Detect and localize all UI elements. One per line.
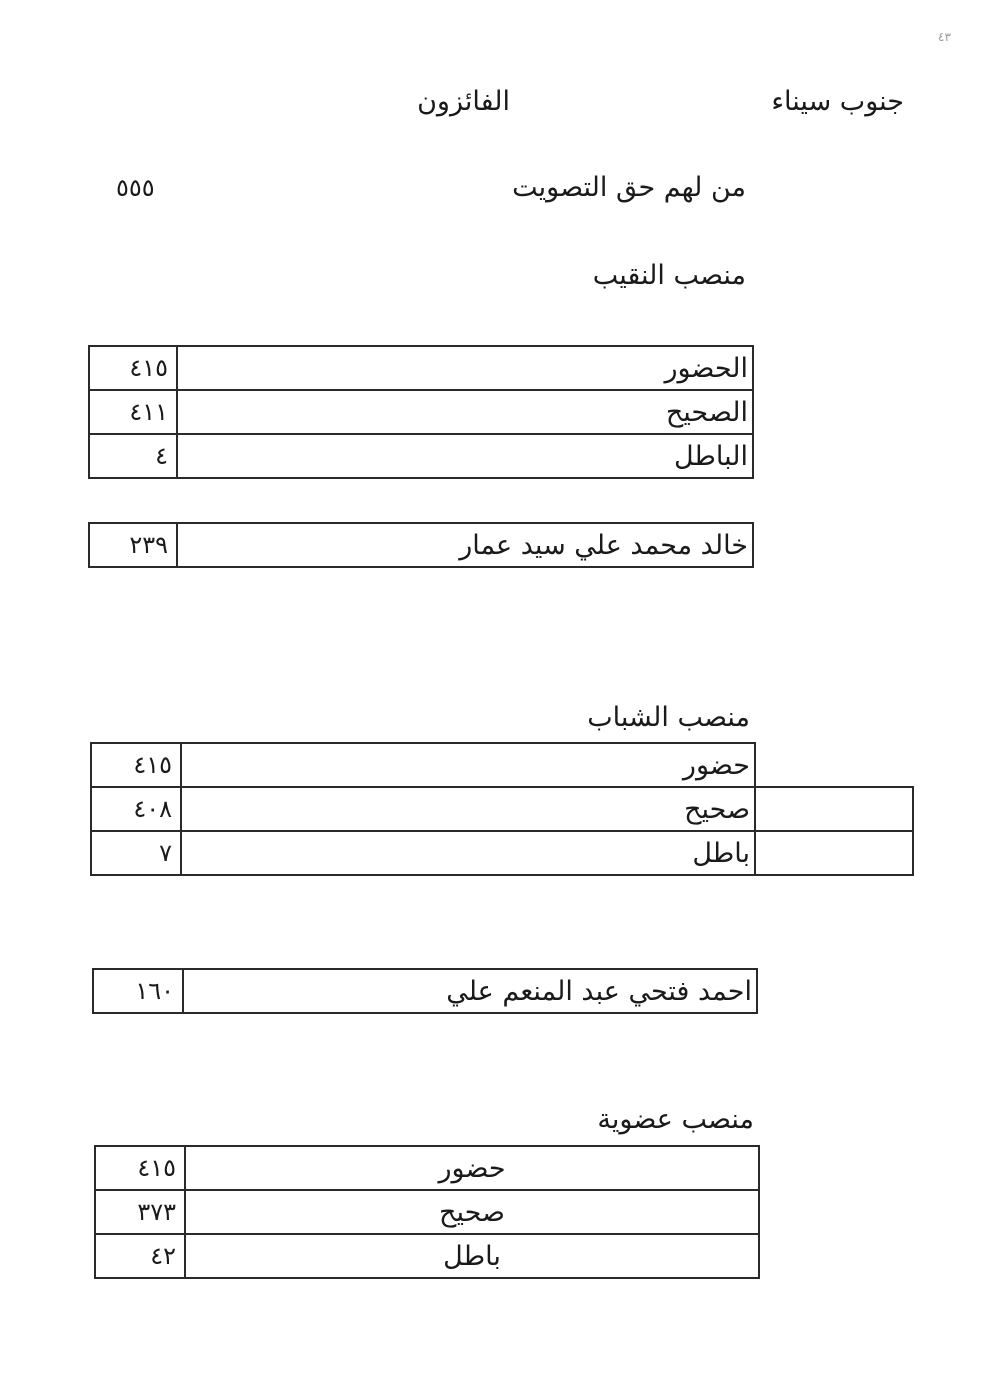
stat-value: ٤١٥ [91,743,181,787]
table-row [95,1146,759,1190]
stat-value: ٤١١ [89,390,177,434]
youth-stats-table [90,742,914,876]
stat-label: الباطل [177,434,753,478]
stat-label: صحيح [181,787,755,831]
winner-votes: ٢٣٩ [89,523,177,567]
winner-name: خالد محمد علي سيد عمار [177,523,753,567]
naqib-stats-table [88,345,754,479]
region-title: جنوب سيناء [771,86,904,117]
section-title-naqib: منصب النقيب [592,260,746,291]
table-row [89,390,753,434]
stat-label: حضور [181,743,755,787]
youth-winner-table [92,968,758,1014]
stat-value: ٤٢ [95,1234,185,1278]
table-row [93,969,757,1013]
table-row [91,743,913,787]
stat-label: باطل [185,1234,759,1278]
page-title: الفائزون [417,86,510,117]
corner-mark: ٤٣ [938,30,951,44]
membership-stats-table [94,1145,760,1279]
naqib-winner-table [88,522,754,568]
table-row [91,831,913,875]
eligible-voters-label: من لهم حق التصويت [512,172,746,203]
empty-cell [755,787,913,831]
stat-label: الصحيح [177,390,753,434]
stat-value: ٤١٥ [89,346,177,390]
stat-value: ٣٧٣ [95,1190,185,1234]
stat-label: حضور [185,1146,759,1190]
table-row [89,434,753,478]
empty-cell [755,831,913,875]
table-row [95,1190,759,1234]
table-row [91,787,913,831]
eligible-voters-value: ٥٥٥ [116,174,155,202]
stat-label: باطل [181,831,755,875]
section-title-membership: منصب عضوية [597,1104,754,1135]
table-row [89,346,753,390]
stat-label: الحضور [177,346,753,390]
table-row [95,1234,759,1278]
stat-value: ٧ [91,831,181,875]
stat-value: ٤٠٨ [91,787,181,831]
section-title-youth: منصب الشباب [587,702,750,733]
stat-value: ٤١٥ [95,1146,185,1190]
stat-value: ٤ [89,434,177,478]
winner-votes: ١٦٠ [93,969,183,1013]
table-row [89,523,753,567]
winner-name: احمد فتحي عبد المنعم علي [183,969,757,1013]
stat-label: صحيح [185,1190,759,1234]
